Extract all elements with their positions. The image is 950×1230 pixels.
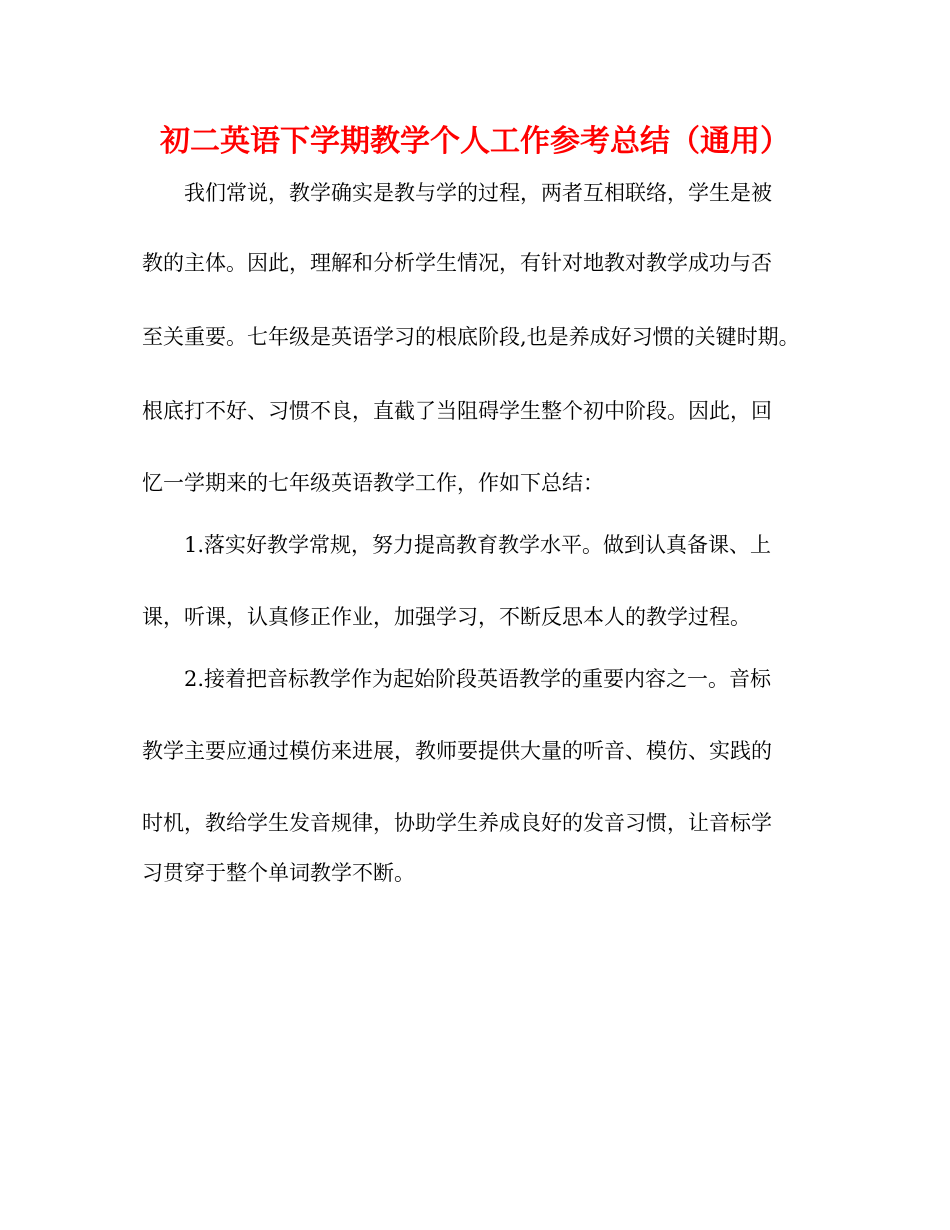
- paragraph-line: 我们常说，教学确实是教与学的过程，两者互相联络，学生是被: [184, 181, 772, 205]
- paragraph-line: 根底打不好、习惯不良，直截了当阻碍学生整个初中阶段。因此，回: [142, 399, 772, 423]
- paragraph-line: 忆一学期来的七年级英语教学工作，作如下总结：: [142, 471, 604, 495]
- paragraph-line: 至关重要。七年级是英语学习的根底阶段,也是养成好习惯的关键时期。: [142, 325, 800, 349]
- list-item-line: 2.接着把音标教学作为起始阶段英语教学的重要内容之一。音标: [184, 667, 772, 691]
- list-item-line: 时机，教给学生发音规律，协助学生养成良好的发音习惯，让音标学: [142, 811, 772, 835]
- paragraph-line: 教的主体。因此，理解和分析学生情况，有针对地教对教学成功与否: [142, 251, 772, 275]
- list-item-line: 教学主要应通过模仿来进展，教师要提供大量的听音、模仿、实践的: [142, 739, 772, 763]
- list-item-line: 习贯穿于整个单词教学不断。: [142, 861, 415, 885]
- list-item-line: 1.落实好教学常规，努力提高教育教学水平。做到认真备课、上: [184, 533, 772, 557]
- document-title: 初二英语下学期教学个人工作参考总结（通用）: [160, 124, 790, 159]
- list-item-line: 课，听课，认真修正作业，加强学习，不断反思本人的教学过程。: [142, 605, 751, 629]
